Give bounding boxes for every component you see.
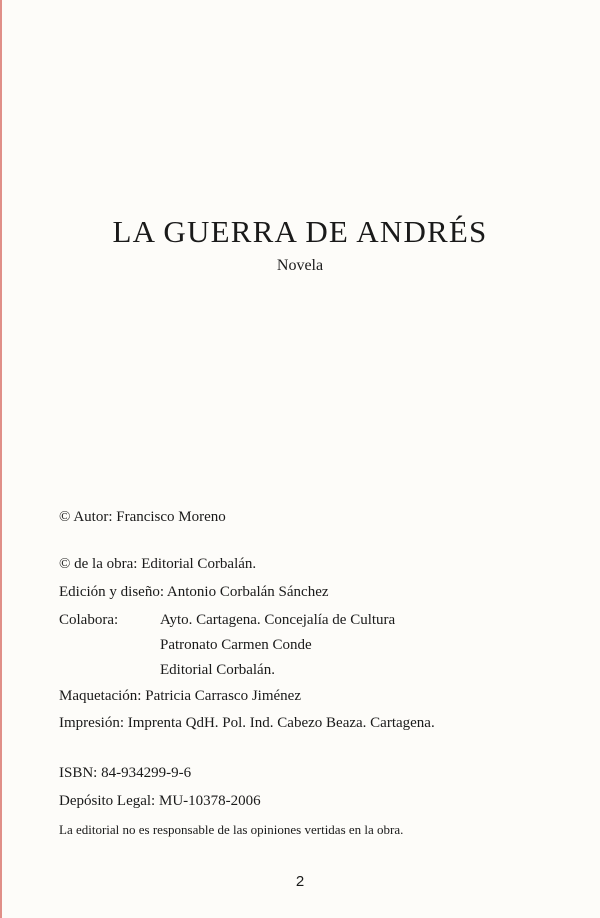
page-number: 2 (295, 873, 305, 890)
book-subtitle: Novela (276, 257, 324, 274)
collaborator-item: Editorial Corbalán. (160, 662, 275, 678)
isbn: ISBN: 84-934299-9-6 (59, 765, 192, 781)
legal-deposit: Depósito Legal: MU-10378-2006 (59, 793, 261, 809)
collaborator-item: Patronato Carmen Conde (160, 637, 312, 653)
collaborates-label: Colabora: (59, 612, 119, 628)
work-copyright: © de la obra: Editorial Corbalán. (59, 556, 257, 572)
page-edge (0, 0, 2, 918)
printing-credit: Impresión: Imprenta QdH. Pol. Ind. Cabezo Beaza. Cartagena. (59, 715, 435, 731)
layout-credit: Maquetación: Patricia Carrasco Jiménez (59, 688, 301, 704)
collaborator-item: Ayto. Cartagena. Concejalía de Cultura (160, 612, 396, 628)
disclaimer: La editorial no es responsable de las opiniones vertidas en la obra. (59, 822, 404, 837)
book-title: LA GUERRA DE ANDRÉS (112, 214, 488, 249)
author-credit: © Autor: Francisco Moreno (59, 509, 226, 525)
edition-credit: Edición y diseño: Antonio Corbalán Sánchez (59, 584, 329, 600)
